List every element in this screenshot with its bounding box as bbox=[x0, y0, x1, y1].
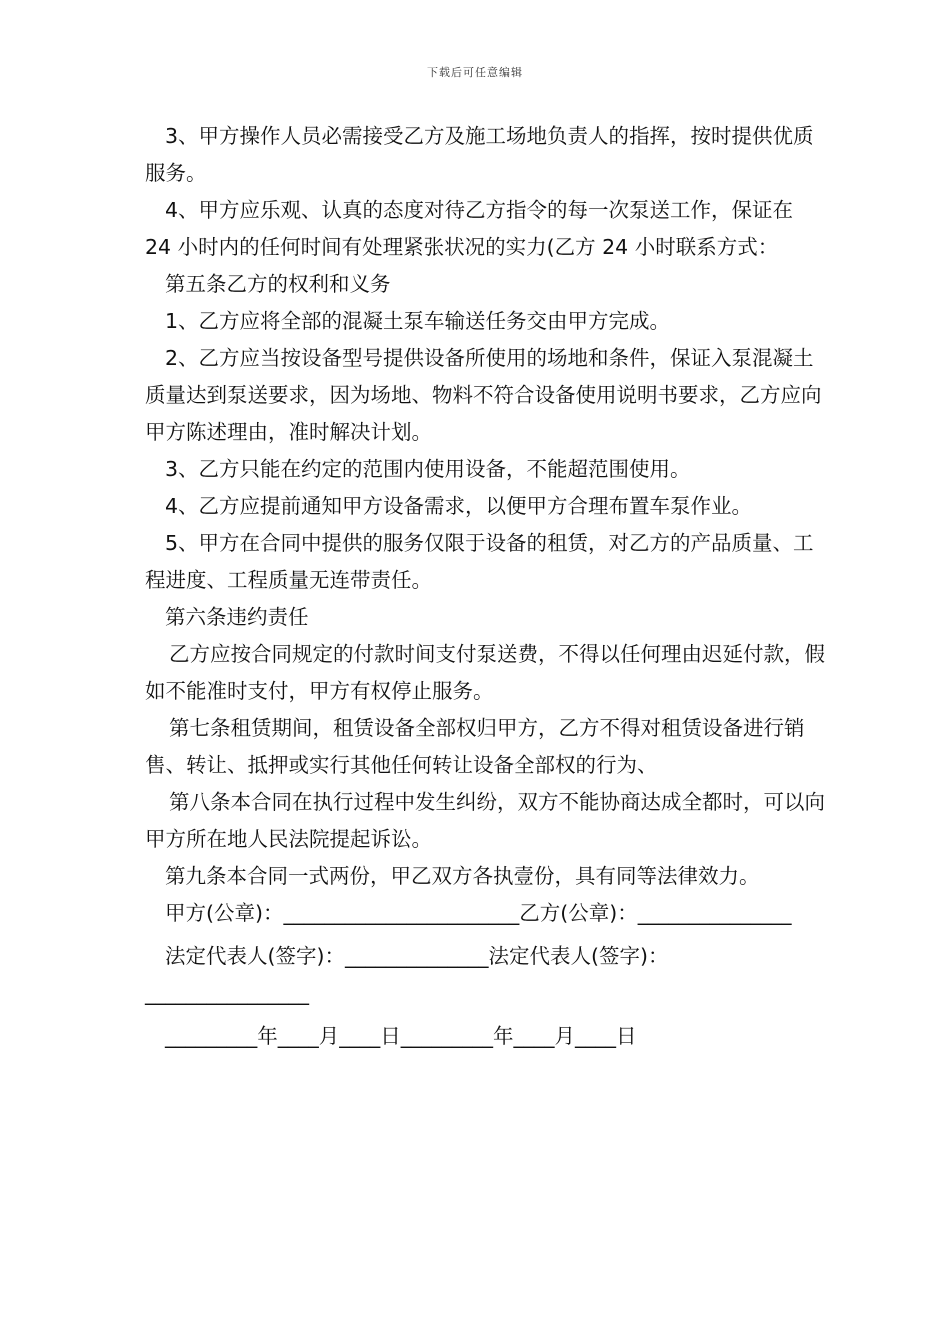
paragraph-b5: 5、甲方在合同中提供的服务仅限于设备的租赁，对乙方的产品质量、工程进度、工程质量无连带责任。 bbox=[145, 531, 814, 592]
paragraph-b2: 2、乙方应当按设备型号提供设备所使用的场地和条件，保证入泵混凝土质量达到泵送要求，因为场地、物料不符合设备使用说明书要求，乙方应向甲方陈述理由，准时解决计划。 bbox=[145, 346, 822, 444]
paragraph-b1: 1、乙方应将全部的混凝土泵车输送任务交由甲方完成。 bbox=[165, 309, 671, 333]
paragraph-breach: 乙方应按合同规定的付款时间支付泵送费，不得以任何理由迟延付款，假如不能准时支付，甲方有权停止服务。 bbox=[145, 642, 825, 703]
date-line: _________年____月____日_________年____月____日 bbox=[165, 1024, 637, 1048]
section-9: 第九条本合同一式两份，甲乙双方各执壹份，具有同等法律效力。 bbox=[165, 864, 760, 888]
paragraph-b4: 4、乙方应提前通知甲方设备需求，以便甲方合理布置车泵作业。 bbox=[165, 494, 753, 518]
signature-line: 法定代表人(签字)：______________法定代表人(签字)：________________ bbox=[145, 944, 669, 1005]
section-heading-6: 第六条违约责任 bbox=[165, 605, 309, 629]
paragraph-b3: 3、乙方只能在约定的范围内使用设备，不能超范围使用。 bbox=[165, 457, 691, 481]
section-7: 第七条租赁期间，租赁设备全部权归甲方，乙方不得对租赁设备进行销售、转让、抵押或实行其他任何转让设备全部权的行为、 bbox=[145, 716, 805, 777]
paragraph-a3: 3、甲方操作人员必需接受乙方及施工场地负责人的指挥，按时提供优质服务。 bbox=[145, 124, 814, 185]
paragraph-a4: 4、甲方应乐观、认真的态度对待乙方指令的每一次泵送工作，保证在 24 小时内的任何时间有处理紧张状况的实力(乙方 24 小时联系方式： bbox=[145, 198, 794, 259]
section-heading-5: 第五条乙方的权利和义务 bbox=[165, 272, 391, 296]
page-header: 下载后可任意编辑 bbox=[427, 66, 523, 79]
seal-line: 甲方(公章)：_______________________乙方(公章)：_______________ bbox=[165, 901, 792, 925]
section-8: 第八条本合同在执行过程中发生纠纷，双方不能协商达成全都时，可以向甲方所在地人民法院提起诉讼。 bbox=[145, 790, 825, 851]
contract-body bbox=[145, 118, 825, 1055]
